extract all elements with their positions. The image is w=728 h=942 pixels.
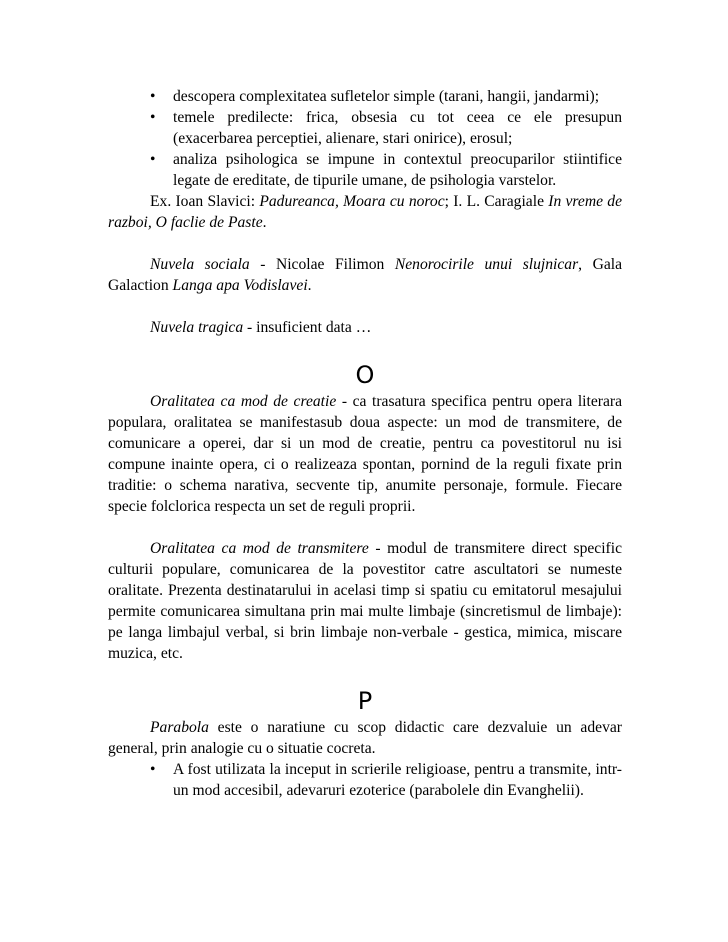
oralitate-creatie-paragraph: Oralitatea ca mod de creatie - ca trasatura specifica pentru opera literara populara, oralitatea se manifestasub doua aspecte: un mod de transmitere, de comunicare a operei, dar si un mod de creatie, pentru ca povestitorul nu isi compune inainte opera, ci o realizeaza spontan, pornind de la reguli fixate prin traditie: o schema narativa, secvente tip, anumite personaje, formule. Fiecare specie folclorica respecta un set de reguli proprii.: [108, 393, 622, 515]
section-letter-o: O: [355, 361, 375, 389]
nuvela-tragica-paragraph: Nuvela tragica - insuficient data …: [150, 319, 372, 336]
parabola-paragraph: Parabola este o naratiune cu scop didactic care dezvaluie un adevar general, prin analogie cu o situatie cocreta.: [108, 719, 622, 757]
list-item: • analiza psihologica se impune in contextul preocuparilor stiintifice legate de ereditate, de tipurile umane, de psihologia varstelor.: [150, 151, 622, 189]
term-nuvela-sociala: Nuvela sociala: [150, 256, 250, 273]
bullet-icon: •: [150, 88, 156, 105]
oralitate-transmitere-paragraph: Oralitatea ca mod de transmitere - modul de transmitere direct specific culturii populare, comunicarea de la povestitor catre ascultatori se numeste oralitate. Prezenta destinatarului in acelasi timp si spatiu cu emitatorul mesajului permite comunicarea simultana prin mai multe limbaje (sincretismul de limbaje): pe langa limbajul verbal, si brin limbaje non-verbale - gestica, mimica, miscare muzica, etc.: [108, 540, 622, 662]
section-letter-p: P: [357, 687, 373, 715]
bullet-list-nuvela-psihologica: [108, 86, 622, 191]
term-oralitate-transmitere: Oralitatea ca mod de transmitere: [150, 540, 369, 557]
list-item: • A fost utilizata la inceput in scrierile religioase, pentru a transmite, intr-un mod accesibil, adevaruri ezoterice (parabolele din Evanghelii).: [150, 761, 622, 799]
bullet-icon: •: [150, 109, 156, 126]
term-oralitate-creatie: Oralitatea ca mod de creatie: [150, 393, 337, 410]
nuvela-sociala-paragraph: Nuvela sociala - Nicolae Filimon Nenorocirile unui slujnicar, Gala Galaction Langa apa Vodislavei.: [108, 256, 623, 294]
document-page: [108, 86, 622, 801]
term-parabola: Parabola: [150, 719, 209, 736]
bullet-icon: •: [150, 761, 156, 778]
list-item: • temele predilecte: frica, obsesia cu tot ceea ce ele presupun (exacerbarea perceptiei, alienare, stari onirice), erosul;: [150, 109, 622, 147]
example-paragraph: Ex. Ioan Slavici: Padureanca, Moara cu noroc; I. L. Caragiale In vreme de razboi, O faclie de Paste.: [108, 193, 622, 231]
bullet-icon: •: [150, 151, 156, 168]
term-nuvela-tragica: Nuvela tragica: [150, 319, 244, 336]
bullet-list-parabola: [108, 759, 622, 801]
list-item: • descopera complexitatea sufletelor simple (tarani, hangii, jandarmi);: [150, 88, 600, 105]
